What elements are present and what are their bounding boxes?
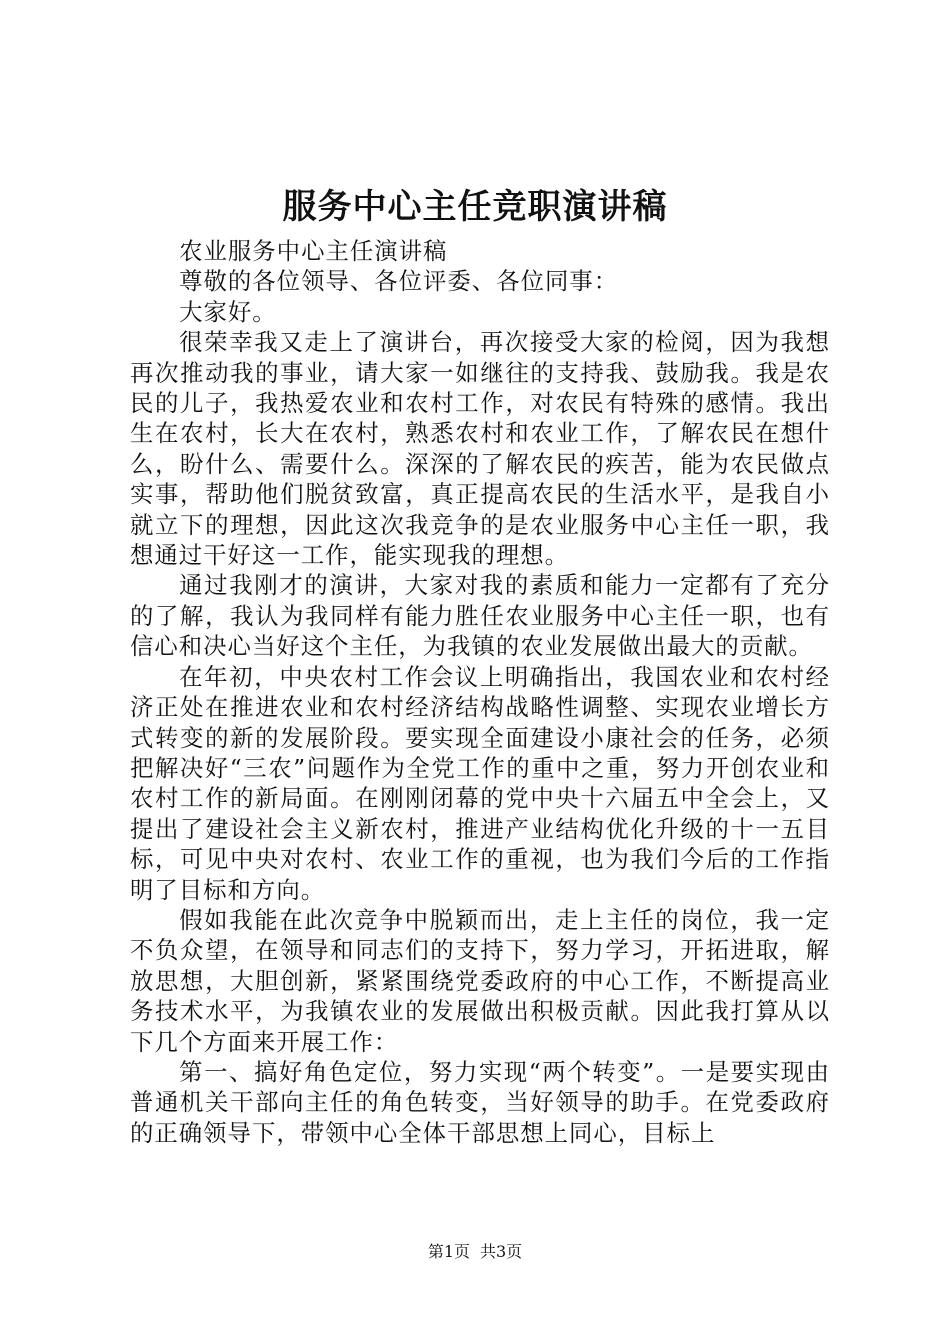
paragraph-5: 第一、搞好角色定位，努力实现“两个转变”。一是要实现由普通机关干部向主任的角色转变，当好领导的助手。在党委政府的正确领导下，带领中心全体干部思想上同心，目标上 (130, 1057, 830, 1147)
page-number: 第1页 (427, 1242, 470, 1261)
subtitle-line: 农业服务中心主任演讲稿 (179, 237, 448, 265)
page-total: 共3页 (480, 1242, 523, 1261)
paragraph-3: 在年初，中央农村工作会议上明确指出，我国农业和农村经济正处在推进农业和农村经济结构战略性调整、实现农业增长方式转变的新的发展阶段。要实现全面建设小康社会的任务，必须把解决好“三农”问题作为全党工作的重中之重，努力开创农业和农村工作的新局面。在刚刚闭幕的党中央十六届五中全会上，又提出了建设社会主义新农村，推进产业结构优化升级的十一五目标，可见中央对农村、农业工作的重视，也为我们今后的工作指明了目标和方向。 (130, 662, 830, 904)
greeting-line: 大家好。 (179, 297, 277, 326)
document-body (130, 236, 830, 1148)
paragraph-2: 通过我刚才的演讲，大家对我的素质和能力一定都有了充分的了解，我认为我同样有能力胜任农业服务中心主任一职，也有信心和决心当好这个主任，为我镇的农业发展做出最大的贡献。 (130, 571, 830, 661)
paragraph-4: 假如我能在此次竞争中脱颖而出，走上主任的岗位，我一定不负众望，在领导和同志们的支持下，努力学习，开拓进取，解放思想，大胆创新，紧紧围绕党委政府的中心工作，不断提高业务技术水平，为我镇农业的发展做出积极贡献。因此我打算从以下几个方面来开展工作： (130, 905, 830, 1056)
salutation-line: 尊敬的各位领导、各位评委、各位同事： (179, 267, 619, 296)
paragraph-1: 很荣幸我又走上了演讲台，再次接受大家的检阅，因为我想再次推动我的事业，请大家一如继往的支持我、鼓励我。我是农民的儿子，我热爱农业和农村工作，对农民有特殊的感情。我出生在农村，长大在农村，熟悉农村和农业工作，了解农民在想什么，盼什么、需要什么。深深的了解农民的疾苦，能为农民做点实事，帮助他们脱贫致富，真正提高农民的生活水平，是我自小就立下的理想，因此这次我竞争的是农业服务中心主任一职，我想通过干好这一工作，能实现我的理想。 (130, 328, 830, 570)
document-title: 服务中心主任竞职演讲稿 (282, 187, 668, 227)
page-footer (0, 1241, 950, 1263)
